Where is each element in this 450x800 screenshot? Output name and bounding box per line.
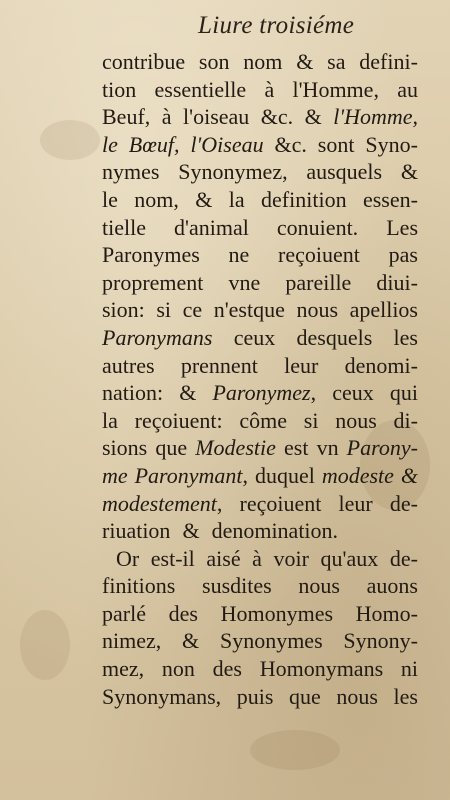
word xyxy=(182,627,199,655)
word xyxy=(102,103,150,131)
text-line xyxy=(102,600,418,628)
word-part: Homonymes xyxy=(220,600,334,626)
word xyxy=(102,434,147,462)
italic-term: le xyxy=(102,131,118,157)
word-part: &c. xyxy=(274,131,307,157)
text-line xyxy=(102,186,418,214)
text-line xyxy=(102,434,418,462)
word xyxy=(179,379,196,407)
word xyxy=(386,214,418,242)
word xyxy=(345,352,418,380)
word-part: les xyxy=(393,324,418,350)
word xyxy=(212,379,316,407)
text-line xyxy=(102,158,418,186)
word-part: Syno- xyxy=(365,131,418,157)
word-part: nymes xyxy=(102,159,160,185)
word xyxy=(333,103,418,131)
word-part: & xyxy=(304,104,322,130)
word-part: diui- xyxy=(376,269,418,295)
word xyxy=(178,158,287,186)
word xyxy=(363,186,418,214)
word xyxy=(102,48,185,76)
word xyxy=(102,76,136,104)
word xyxy=(190,131,263,159)
word xyxy=(264,76,274,104)
italic-term: & xyxy=(400,462,418,488)
word xyxy=(347,434,418,462)
word-part: que xyxy=(155,435,188,461)
word-part: à xyxy=(252,545,262,571)
word-part: contribue xyxy=(102,49,186,74)
word xyxy=(229,269,261,297)
word xyxy=(350,296,418,324)
word xyxy=(261,103,293,131)
word xyxy=(102,517,176,545)
word-part: finitions xyxy=(102,573,176,599)
word xyxy=(292,76,378,104)
word xyxy=(261,186,347,214)
word-part: nous xyxy=(336,683,378,709)
text-line xyxy=(102,48,418,76)
word-part: des xyxy=(168,600,198,626)
word-part: nous xyxy=(296,297,338,323)
word xyxy=(305,103,322,131)
word-part: riuation xyxy=(102,518,171,544)
word xyxy=(318,131,355,159)
text-line xyxy=(102,517,418,545)
word xyxy=(397,76,418,104)
text-line xyxy=(102,103,418,131)
word xyxy=(183,296,203,324)
word-part: les xyxy=(393,683,418,709)
word xyxy=(162,655,195,683)
word xyxy=(390,379,418,407)
word-part: &c. xyxy=(260,104,294,130)
word xyxy=(367,572,418,600)
word-part: tion xyxy=(102,76,137,102)
word xyxy=(183,103,249,131)
word xyxy=(304,407,319,435)
word-part: di- xyxy=(393,407,418,433)
word xyxy=(389,241,418,269)
word-part: est-il xyxy=(150,545,195,571)
word-part: des xyxy=(212,656,242,682)
word xyxy=(102,352,155,380)
word xyxy=(278,241,360,269)
word xyxy=(343,627,418,655)
word xyxy=(102,683,221,711)
word xyxy=(102,407,118,435)
word xyxy=(202,572,272,600)
text-line xyxy=(102,214,418,242)
word xyxy=(102,627,161,655)
word-part: denomination. xyxy=(211,518,339,544)
word-part: sion: xyxy=(102,297,145,323)
word-part: nimez, xyxy=(102,628,162,654)
word-part: nom, xyxy=(134,186,179,212)
word-part: auons xyxy=(366,573,418,599)
word xyxy=(102,158,159,186)
word xyxy=(155,434,187,462)
word-part: essentielle xyxy=(154,76,247,102)
word-part: Synony- xyxy=(343,628,418,654)
word-part: nous xyxy=(298,573,340,599)
word xyxy=(206,545,240,573)
word-part: Paronymes xyxy=(102,242,200,268)
word-part: ne xyxy=(228,242,250,268)
word xyxy=(277,214,358,242)
italic-term: me xyxy=(102,462,128,488)
word xyxy=(284,352,318,380)
word-part: reçoiuent: xyxy=(134,407,223,433)
word-part: Homo- xyxy=(355,600,418,626)
word xyxy=(289,683,321,711)
text-line xyxy=(102,296,418,324)
word xyxy=(221,600,333,628)
word xyxy=(239,407,287,435)
word-part: leur xyxy=(338,490,373,516)
italic-term: Modestie xyxy=(195,435,276,461)
word xyxy=(285,269,351,297)
word xyxy=(220,627,323,655)
word-part: n'estque xyxy=(213,297,285,323)
italic-term: Bœuf, xyxy=(128,131,180,157)
word-part: & xyxy=(182,518,200,544)
word-part: Synonymez, xyxy=(178,159,288,185)
word-part: Les xyxy=(386,214,418,240)
word xyxy=(234,324,276,352)
word-part: desquels xyxy=(296,324,373,350)
word-part: Synonymes xyxy=(219,628,323,654)
word xyxy=(365,131,418,159)
word xyxy=(214,296,285,324)
word-part: apellios xyxy=(349,297,418,323)
word-part: pareille xyxy=(285,269,352,295)
word xyxy=(321,545,379,573)
word-part: si xyxy=(303,407,319,433)
text-line xyxy=(102,627,418,655)
word xyxy=(284,434,308,462)
word xyxy=(255,462,315,490)
text-line xyxy=(102,131,418,159)
word-part: nom xyxy=(243,49,283,74)
italic-term: l'Oiseau xyxy=(190,131,264,157)
word xyxy=(195,434,276,462)
word-part: parlé xyxy=(102,600,146,626)
word xyxy=(296,296,338,324)
word xyxy=(336,683,378,711)
word xyxy=(252,545,262,573)
word xyxy=(155,76,247,104)
text-line xyxy=(102,241,418,269)
word-part: definition xyxy=(261,186,347,212)
word xyxy=(332,379,374,407)
word xyxy=(102,296,145,324)
word-part: de- xyxy=(389,490,418,516)
word-part: l'Homme, xyxy=(292,76,379,102)
word xyxy=(102,241,200,269)
word-part: le xyxy=(102,186,118,212)
word xyxy=(213,655,242,683)
word-part: ce xyxy=(182,297,203,323)
word-part: la xyxy=(102,407,118,433)
word xyxy=(102,655,144,683)
text-line xyxy=(102,490,418,518)
word xyxy=(296,48,313,76)
word xyxy=(401,462,418,490)
word xyxy=(102,600,146,628)
word-part: & xyxy=(179,380,197,406)
word xyxy=(401,655,418,683)
italic-term: modeste xyxy=(321,462,394,488)
word-part: d'animal xyxy=(174,214,249,240)
word-part: côme xyxy=(239,407,288,433)
word-part: ni xyxy=(400,656,418,682)
italic-term: Paronymez xyxy=(212,380,311,406)
word xyxy=(162,103,172,131)
text-line xyxy=(102,572,418,600)
word-part: à xyxy=(264,76,275,102)
word xyxy=(359,48,418,76)
text-line xyxy=(102,76,418,104)
word xyxy=(390,545,418,573)
word xyxy=(327,48,345,76)
word xyxy=(322,462,394,490)
word xyxy=(102,186,118,214)
word-part: & xyxy=(182,628,200,654)
word-part: duquel xyxy=(254,462,315,488)
word-part: au xyxy=(397,76,418,102)
word xyxy=(297,324,373,352)
running-head: Liure troisiéme xyxy=(198,12,355,39)
word xyxy=(306,158,382,186)
word-part: denomi- xyxy=(344,352,418,378)
word-part: reçoiuent xyxy=(239,490,322,516)
word-part: de- xyxy=(389,545,418,571)
word xyxy=(102,462,128,490)
word-part: mez, xyxy=(102,656,145,682)
word-part: sa xyxy=(327,49,346,74)
word-part: sions xyxy=(102,435,148,461)
text-line xyxy=(102,269,418,297)
word-part: nous xyxy=(335,407,377,433)
word xyxy=(151,545,195,573)
word xyxy=(229,241,250,269)
word xyxy=(229,186,245,214)
word xyxy=(260,655,383,683)
word xyxy=(102,572,175,600)
word-part: nation: xyxy=(102,380,164,406)
text-line xyxy=(102,407,418,435)
word xyxy=(335,407,377,435)
text-line xyxy=(102,655,418,683)
word-part: pas xyxy=(388,242,418,268)
word xyxy=(237,683,274,711)
word xyxy=(102,269,203,297)
word-part: qui xyxy=(389,380,418,406)
word-part: autres xyxy=(102,352,155,378)
italic-term: l'Homme, xyxy=(333,104,418,130)
word-part: ceux xyxy=(332,380,374,406)
word xyxy=(243,48,282,76)
word-part: vn xyxy=(316,435,339,461)
word-part: Synonymans, xyxy=(102,683,222,709)
word-part: qu'aux xyxy=(320,545,379,571)
word-part: son xyxy=(198,49,230,74)
word xyxy=(394,324,418,352)
word-part: , xyxy=(310,380,317,406)
word xyxy=(394,407,418,435)
text-line xyxy=(102,352,418,380)
word xyxy=(199,48,230,76)
word-part: susdites xyxy=(202,573,272,599)
word-part: puis xyxy=(236,683,274,709)
word-part: prennent xyxy=(180,352,258,378)
body-text xyxy=(102,48,418,710)
word-part: est xyxy=(284,435,309,461)
word-part: , xyxy=(216,490,223,516)
italic-term: modestement xyxy=(102,490,217,516)
word-part: que xyxy=(289,683,321,709)
word-part: , xyxy=(242,462,249,488)
word xyxy=(102,214,146,242)
word xyxy=(275,131,307,159)
word-part: voir xyxy=(273,545,309,571)
italic-term: Parony- xyxy=(346,435,418,461)
word-part: l'oiseau xyxy=(183,104,250,130)
word xyxy=(212,517,344,545)
word xyxy=(169,600,198,628)
word xyxy=(102,490,222,518)
word xyxy=(181,352,258,380)
word xyxy=(376,269,418,297)
text-line xyxy=(102,545,418,573)
word xyxy=(129,131,180,159)
word-part: ausquels xyxy=(306,159,383,185)
word xyxy=(116,545,139,573)
word xyxy=(182,517,205,545)
word xyxy=(156,296,171,324)
word-part: proprement xyxy=(102,269,204,295)
word xyxy=(195,186,212,214)
word-part: ceux xyxy=(233,324,276,350)
word-part: conuient. xyxy=(276,214,359,240)
word-part: Beuf, xyxy=(102,104,151,130)
word-part: essen- xyxy=(362,186,418,212)
word xyxy=(240,490,322,518)
text-line xyxy=(102,683,418,711)
word-part: reçoiuent xyxy=(278,242,360,268)
word xyxy=(135,407,223,435)
word-part: defini- xyxy=(359,49,418,74)
word-part: & xyxy=(296,49,314,74)
word-part: leur xyxy=(284,352,319,378)
text-line xyxy=(102,379,418,407)
word-part: & xyxy=(195,186,213,212)
word-part: à xyxy=(161,104,172,130)
word xyxy=(102,131,118,159)
word xyxy=(135,462,248,490)
word-part: Homonymans xyxy=(259,656,384,682)
word xyxy=(317,434,339,462)
word xyxy=(274,545,309,573)
word xyxy=(401,158,418,186)
word-part: non xyxy=(161,656,195,682)
text-line xyxy=(102,324,418,352)
italic-term: Paronymant xyxy=(134,462,243,488)
word xyxy=(394,683,418,711)
word xyxy=(390,490,418,518)
word xyxy=(356,600,418,628)
word-part: tielle xyxy=(102,214,146,240)
word xyxy=(298,572,340,600)
italic-term: Paronymans xyxy=(102,324,213,350)
word xyxy=(174,214,249,242)
word-part: si xyxy=(156,297,172,323)
word xyxy=(339,490,373,518)
word xyxy=(102,324,212,352)
word-part: aisé xyxy=(206,545,241,571)
text-line xyxy=(102,462,418,490)
word xyxy=(102,379,163,407)
word xyxy=(134,186,179,214)
word-part: la xyxy=(228,186,245,212)
word-part: sont xyxy=(317,131,355,157)
word-part: Or xyxy=(116,545,140,571)
word-part: vne xyxy=(228,269,261,295)
word-part: & xyxy=(400,159,418,185)
